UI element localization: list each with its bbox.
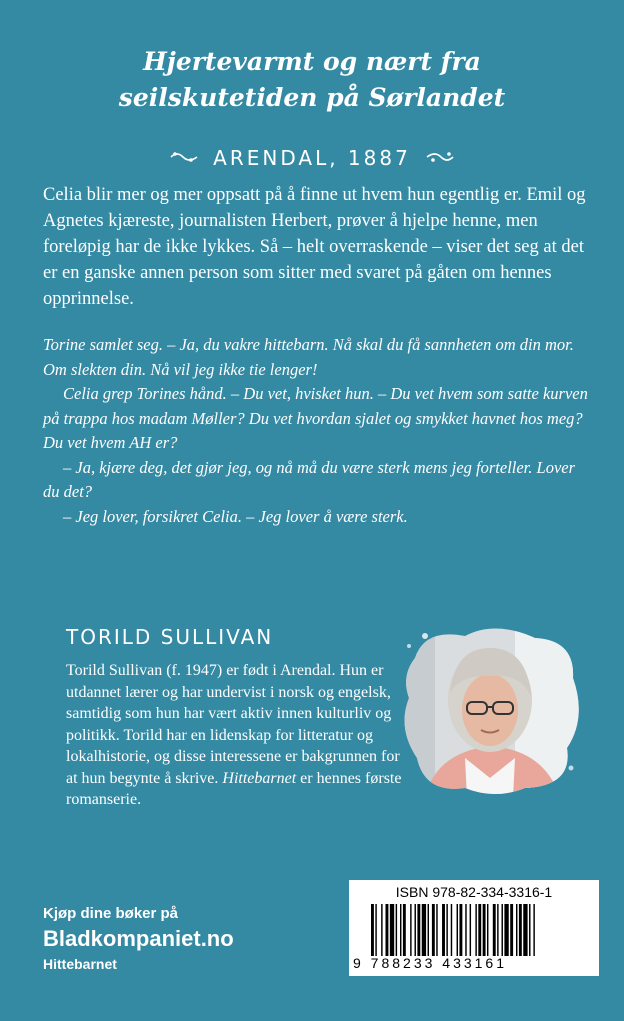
series-name: Hittebarnet: [43, 956, 117, 972]
barcode: [349, 880, 599, 976]
author-name: TORILD SULLIVAN: [66, 625, 274, 649]
right-flourish-icon: [425, 149, 455, 168]
excerpt-paragraph: – Ja, kjære deg, det gjør jeg, og nå må du være sterk mens jeg forteller. Lover du det?: [43, 457, 576, 501]
author-bio-book-title: Hittebarnet: [222, 769, 297, 787]
excerpt-paragraph: – Jeg lover, forsikret Celia. – Jeg lover å være sterk.: [63, 506, 408, 526]
tagline-line-2: seilskutetiden på Sørlandet: [118, 83, 506, 112]
author-bio-text: Torild Sullivan (f. 1947) er født i Arendal. Hun er utdannet lærer og har undervist i norsk og engelsk, samtidig som hun har vært aktiv innen kulturliv og politikk. Torild har en lidenskap for litteratur og lokalhistorie, og disse interessene er bakgrunnen for at hun begynte å skrive.: [66, 662, 400, 787]
retailer-intro: Kjøp dine bøker på: [43, 905, 179, 922]
author-bio-text-end: er hennes første romanserie.: [66, 769, 402, 808]
excerpt-paragraph: Torine samlet seg. – Ja, du vakre hittebarn. Nå skal du få sannheten om din mor. Om slekten din. Nå vil jeg ikke tie lenger!: [43, 335, 574, 379]
author-photo: [395, 618, 585, 798]
barcode-bars-icon: [371, 904, 591, 956]
tagline-line-1: Hjertevarmt og nært fra: [143, 47, 481, 76]
retailer-link[interactable]: Bladkompaniet.no: [43, 926, 234, 951]
book-excerpt: [43, 333, 588, 529]
tagline: [0, 44, 624, 116]
isbn-label: ISBN 978-82-334-3316-1: [395, 884, 553, 900]
author-bio: [66, 660, 411, 811]
place-label: ARENDAL, 1887: [213, 146, 411, 170]
place-heading: [0, 146, 624, 170]
excerpt-paragraph: Celia grep Torines hånd. – Du vet, hvisket hun. – Du vet hvem som satte kurven på trappa hos madam Møller? Du vet hvordan sjalet og smykket havnet hos meg? Du vet hvem AH er?: [43, 384, 588, 452]
retailer-info: [43, 905, 234, 972]
left-flourish-icon: [169, 149, 199, 168]
barcode-digits: 9 788233 433161: [353, 955, 507, 971]
book-description: Celia blir mer og mer oppsatt på å finne ut hvem hun egentlig er. Emil og Agnetes kjæreste, journalisten Herbert, prøver å hjelpe henne, men foreløpig har de ikke lykkes. Så – helt overraskende – viser det seg at det er en ganske annen person som sitter med svaret på gåten om hennes opprinnelse.: [43, 185, 586, 309]
